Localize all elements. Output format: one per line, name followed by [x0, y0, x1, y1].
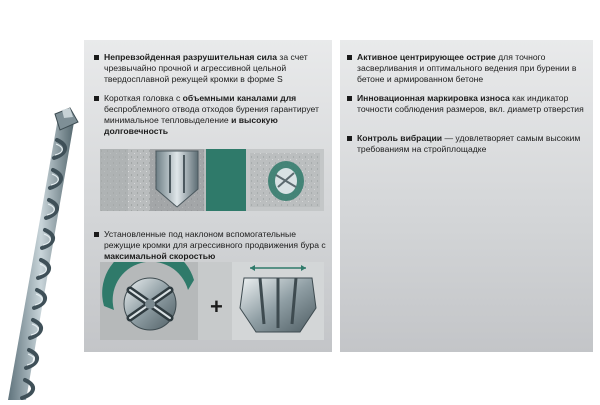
cutting-edges-illustration: [100, 262, 324, 340]
feature-item-1: [104, 52, 326, 85]
feature-item-5: [357, 93, 585, 115]
plus-sign: +: [210, 294, 223, 319]
features-panel-right: [340, 40, 593, 352]
feature-item-4: [357, 52, 585, 85]
feature-2-strong-b: и высокую долговечность: [104, 114, 278, 136]
feature-5-strong: Инновационная маркировка износа: [357, 93, 510, 103]
feature-5-text: как индикатор точности соблюдения размеров, вкл. диаметр отверстия: [357, 93, 584, 114]
feature-item-6: [357, 133, 585, 155]
feature-2-text-a: Короткая головка с: [104, 93, 183, 103]
feature-3-strong: максимальной скоростью: [104, 250, 216, 261]
feature-6-text: — удовлетворяет самым высоким требованиям на стройплощадке: [357, 133, 581, 154]
feature-item-3: [104, 229, 326, 262]
feature-2-text-b: беспроблемного отвода отходов бурения гарантирует минимальное тепловыделение: [104, 103, 319, 125]
feature-4-text: для точного засверливания и оптимального ведения при бурении в бетоне и армированном бетоне: [357, 52, 577, 84]
feature-3-text: Установленные под наклоном вспомогательные режущие кромки для агрессивного продвижения бура с: [104, 229, 326, 250]
feature-1-strong: Непревзойденная разрушительная сила: [104, 52, 278, 62]
feature-2-strong-a: объемными каналами для: [182, 93, 297, 103]
feature-6-strong: Контроль вибрации: [357, 133, 443, 143]
head-channels-illustration: [100, 149, 324, 211]
feature-1-text: за счет чрезвычайно прочной и агрессивной цельной твердосплавной режущей кромки в форме S: [104, 52, 308, 84]
drill-bit-image: [0, 100, 80, 400]
feature-4-strong: Активное центрирующее острие: [357, 52, 496, 62]
features-panel-left: [84, 40, 332, 352]
feature-item-2: [104, 93, 326, 137]
